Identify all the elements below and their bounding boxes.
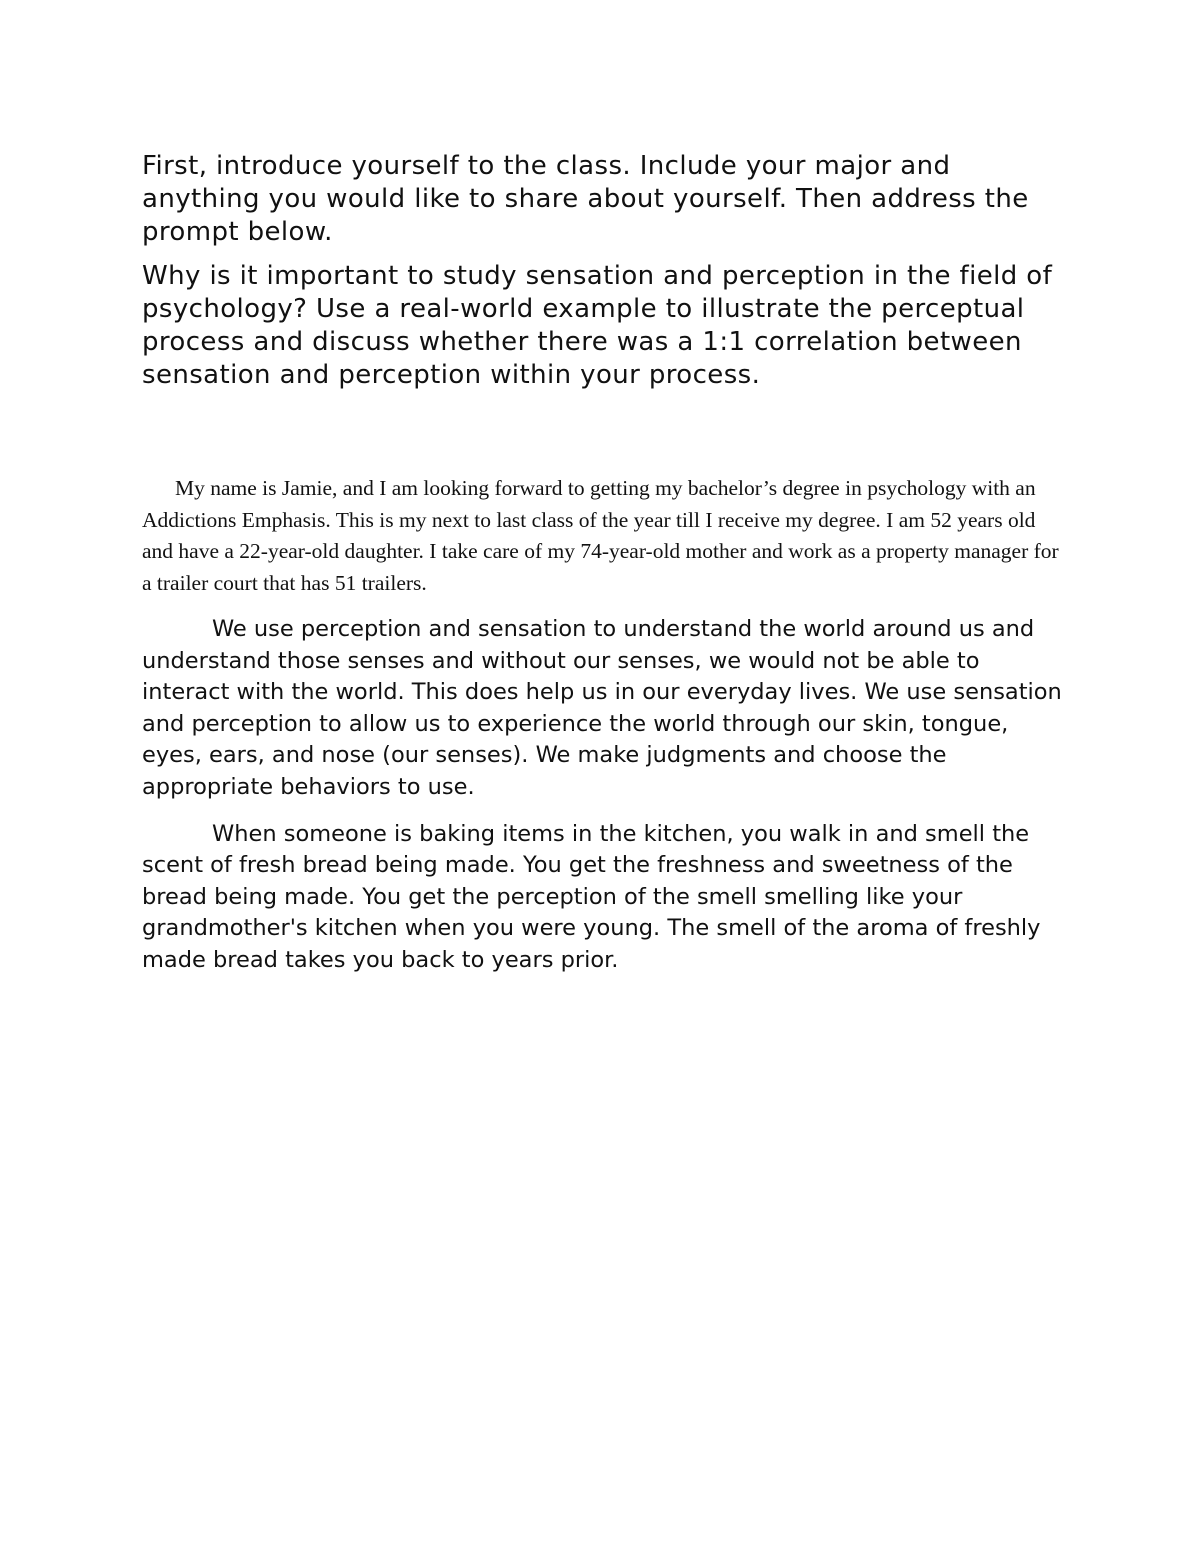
prompt-paragraph-intro: First, introduce yourself to the class. Include your major and anything you would like to share about yourself. Then address the prompt below. <box>142 151 1029 247</box>
response-paragraph-example: When someone is baking items in the kitchen, you walk in and smell the scent of fresh bread being made. You get the freshness and sweetness of the bread being made. You get the perception of the smell smelling like your grandmother's kitchen when you were young. The smell of the aroma of freshly made bread takes you back to years prior. <box>142 820 1041 973</box>
prompt-paragraph-question: Why is it important to study sensation and perception in the field of psychology? Use a real-world example to illustrate the perceptual process and discuss whether there was a 1:1 correlation between sensation and perception within your process. <box>142 261 1053 390</box>
document-body <box>142 150 1062 977</box>
response-introduction: My name is Jamie, and I am looking forward to getting my bachelor’s degree in psychology with an Addictions Emphasis. This is my next to last class of the year till I receive my degree. I am 52 years old and have a 22-year-old daughter. I take care of my 74-year-old mother and work as a property manager for a trailer court that has 51 trailers. <box>142 476 1059 595</box>
response-paragraph-senses: We use perception and sensation to understand the world around us and understand those senses and without our senses, we would not be able to interact with the world. This does help us in our everyday lives. We use sensation and perception to allow us to experience the world through our skin, tongue, eyes, ears, and nose (our senses). We make judgments and choose the appropriate behaviors to use. <box>142 616 1062 800</box>
